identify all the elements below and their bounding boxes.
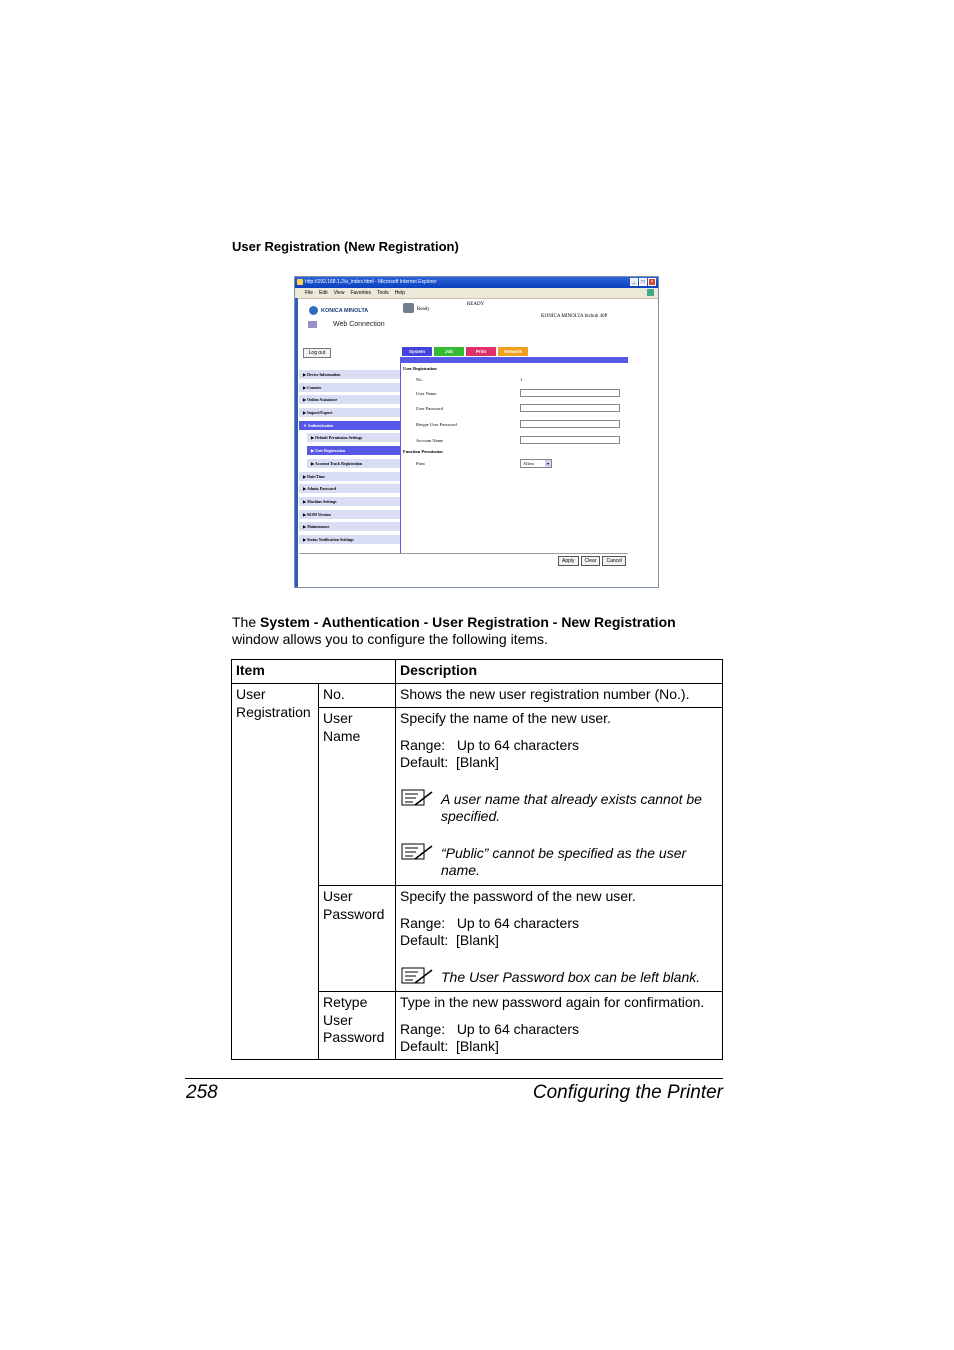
print-permission-select[interactable] <box>520 459 552 468</box>
default-user-name: Default: [Blank] <box>400 754 499 770</box>
sidebar-item-device-information[interactable]: ▶ Device Information <box>299 370 401 379</box>
tab-system[interactable]: System <box>402 347 432 356</box>
sidebar-divider <box>400 362 401 553</box>
status-small: Ready <box>417 307 430 312</box>
embedded-screenshot <box>294 276 659 588</box>
clear-button[interactable]: Clear <box>581 556 601 566</box>
intro-menu-path: System - Authentication - User Registration - New Registration <box>260 614 676 630</box>
settings-table <box>231 659 723 1060</box>
note-icon <box>401 789 433 809</box>
function-permission-heading: Function Permission <box>403 449 443 454</box>
sidebar-item-user-registration[interactable]: ▶ User Registration <box>307 446 401 455</box>
menu-view[interactable]: View <box>333 290 345 296</box>
form-heading: User Registration <box>403 366 437 371</box>
sidebar-item-status-notification[interactable]: ▶ Status Notification Settings <box>299 535 401 544</box>
web-connection-title: Web Connection <box>333 321 385 328</box>
sidebar-item-default-permission[interactable]: ▶ Default Permission Settings <box>307 433 401 442</box>
konica-minolta-logo-icon <box>309 306 318 315</box>
browser-menu-bar <box>295 288 658 299</box>
tab-network[interactable]: Network <box>498 347 528 356</box>
form-actions <box>558 556 626 566</box>
account-name-input[interactable] <box>520 436 620 444</box>
item-user-name: User Name <box>323 710 361 744</box>
item-user-password: User Password <box>323 888 385 922</box>
note-user-name-exists: A user name that already exists cannot be specified. <box>441 790 702 824</box>
intro-prefix: The <box>232 614 261 630</box>
column-header-item: Item <box>236 662 265 678</box>
sidebar-item-import-export[interactable]: ▶ Import/Export <box>299 408 401 417</box>
footer-rule <box>185 1078 723 1079</box>
section-heading: User Registration (New Registration) <box>232 239 459 254</box>
sidebar-item-authentication[interactable]: ▼ Authentication <box>299 421 401 430</box>
ie-icon <box>297 279 303 285</box>
browser-title-bar <box>295 277 658 288</box>
item-no: No. <box>323 686 345 702</box>
range-user-password: Range: Up to 64 characters <box>400 914 579 931</box>
menu-favorites[interactable]: Favorites <box>350 290 371 296</box>
printer-model: KONICA MINOLTA bizhub 40P <box>541 314 608 319</box>
no-label: No. <box>416 377 423 382</box>
form-bottom-rule <box>299 553 628 554</box>
maximize-icon[interactable]: □ <box>639 278 647 286</box>
account-name-label: Account Name <box>416 438 444 443</box>
desc-user-name: Specify the name of the new user. <box>400 710 611 726</box>
brand-name: KONICA MINOLTA <box>321 308 369 314</box>
user-password-label: User Password <box>416 406 443 411</box>
default-retype: Default: [Blank] <box>400 1038 499 1054</box>
cancel-button[interactable]: Cancel <box>602 556 626 566</box>
desc-no: Shows the new user registration number (No.). <box>400 686 690 702</box>
menu-edit[interactable]: Edit <box>319 290 328 296</box>
range-retype: Range: Up to 64 characters <box>400 1020 579 1037</box>
intro-paragraph <box>232 614 724 648</box>
apply-button[interactable]: Apply <box>558 556 579 566</box>
desc-user-password: Specify the password of the new user. <box>400 888 636 904</box>
sidebar-item-counter[interactable]: ▶ Counter <box>299 383 401 392</box>
header-bar <box>400 357 628 363</box>
desc-user-password-cell <box>396 886 722 989</box>
note-item <box>400 969 718 987</box>
main-tabs <box>402 347 528 356</box>
logout-button[interactable]: Log out <box>303 348 331 358</box>
status-ready: READY <box>467 302 485 307</box>
sidebar-item-machine-settings[interactable]: ▶ Machine Settings <box>299 497 401 506</box>
note-icon <box>401 843 433 863</box>
no-value: 1 <box>520 377 523 382</box>
default-user-password: Default: [Blank] <box>400 932 499 948</box>
note-icon <box>401 967 433 987</box>
chevron-down-icon: ▾ <box>546 461 549 466</box>
printer-status-icon <box>403 303 414 313</box>
retype-password-input[interactable] <box>520 420 620 428</box>
sidebar-item-admin-password[interactable]: ▶ Admin Password <box>299 484 401 493</box>
windows-flag-icon <box>647 289 654 296</box>
menu-help[interactable]: Help <box>394 290 405 296</box>
sidebar-item-account-track[interactable]: ▶ Account Track Registration <box>307 459 401 468</box>
chapter-title: Configuring the Printer <box>532 1082 723 1103</box>
retype-password-label: Retype User Password <box>416 422 457 427</box>
sidebar-item-rom-version[interactable]: ▶ ROM Version <box>299 510 401 519</box>
user-name-input[interactable] <box>520 389 620 397</box>
note-item <box>400 845 718 880</box>
range-user-name: Range: Up to 64 characters <box>400 736 579 753</box>
item-retype-password: Retype User Password <box>323 994 385 1045</box>
desc-retype: Type in the new password again for confirmation. <box>400 994 705 1010</box>
user-password-input[interactable] <box>520 404 620 412</box>
menu-tools[interactable]: Tools <box>377 290 389 296</box>
column-header-description: Description <box>400 662 478 678</box>
pagescope-icon <box>308 321 317 328</box>
print-permission-value: Allow <box>523 461 535 466</box>
sidebar <box>299 370 401 548</box>
menu-file[interactable]: File <box>305 290 314 296</box>
note-user-name-public: “Public” cannot be specified as the user name. <box>441 844 687 878</box>
group-user-registration: User Registration <box>236 686 311 720</box>
tab-print[interactable]: Print <box>466 347 496 356</box>
close-icon[interactable]: × <box>648 278 656 286</box>
window-edge <box>295 298 298 587</box>
print-label: Print <box>416 461 425 466</box>
desc-user-name-cell <box>396 708 722 883</box>
user-name-label: User Name <box>416 391 437 396</box>
page-number: 258 <box>186 1082 218 1103</box>
sidebar-item-online-assistance[interactable]: ▶ Online Assistance <box>299 395 401 404</box>
sidebar-item-date-time[interactable]: ▶ Date/Time <box>299 472 401 481</box>
note-password-blank: The User Password box can be left blank. <box>441 968 701 985</box>
window-controls <box>630 278 656 286</box>
note-item <box>400 791 718 826</box>
tab-job[interactable]: Job <box>434 347 464 356</box>
minimize-icon[interactable]: _ <box>630 278 638 286</box>
sidebar-item-maintenance[interactable]: ▶ Maintenance <box>299 522 401 531</box>
intro-suffix: window allows you to configure the following items. <box>232 631 548 647</box>
browser-title: http://192.168.1.2/a_index.html - Microsoft Internet Explorer <box>305 279 437 285</box>
desc-retype-cell <box>396 992 722 1059</box>
